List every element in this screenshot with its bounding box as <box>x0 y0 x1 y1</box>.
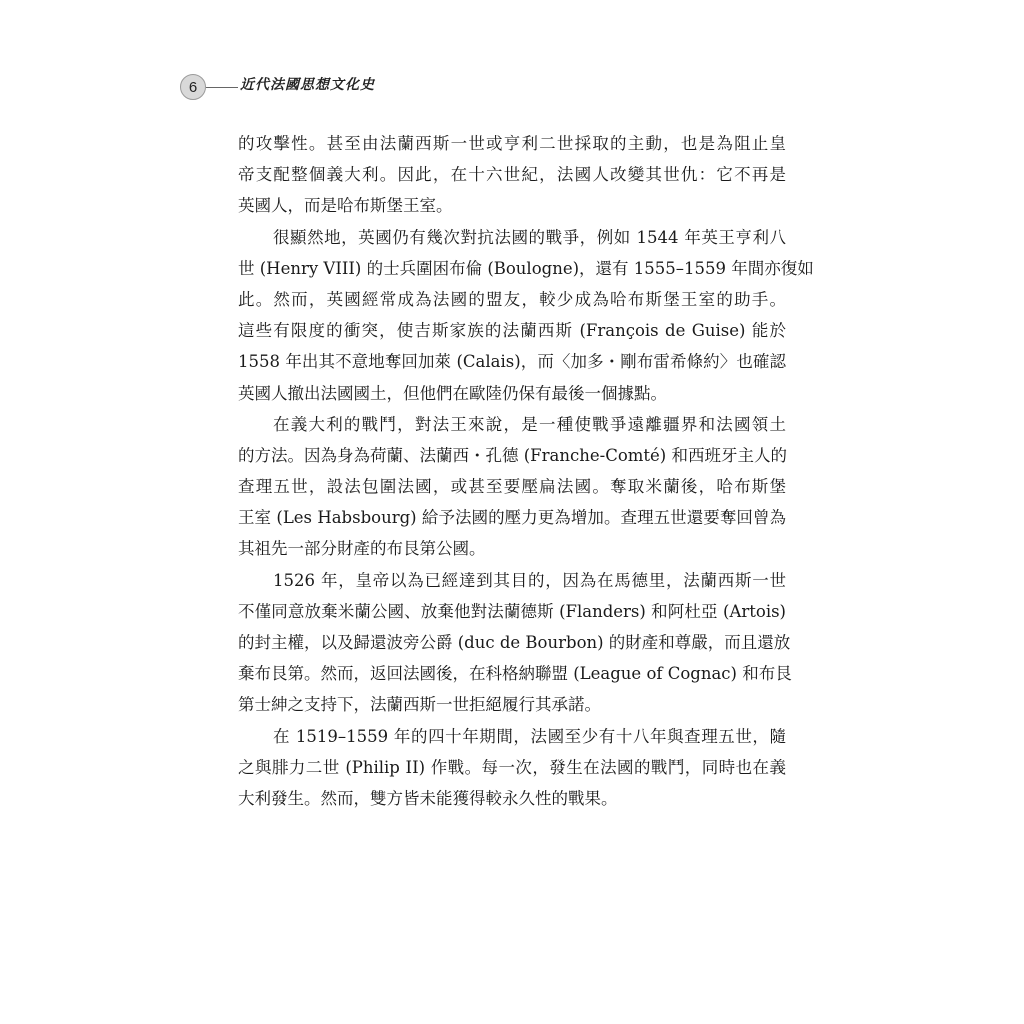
text-line: 在 1519–1559 年的四十年期間，法國至少有十八年與查理五世，隨 <box>273 726 786 746</box>
text-line: 英國人撤出法國國土，但他們在歐陸仍保有最後一個據點。 <box>238 383 667 403</box>
page-number: 6 <box>180 74 206 100</box>
text-line: 1558 年出其不意地奪回加萊 (Calais)，而〈加多・剛布雷希條約〉也確認 <box>238 352 786 372</box>
text-line: 1526 年，皇帝以為已經達到其目的，因為在馬德里，法蘭西斯一世 <box>273 570 786 590</box>
text-line: 大利發生。然而，雙方皆未能獲得較永久性的戰果。 <box>238 788 618 808</box>
text-line: 不僅同意放棄米蘭公國、放棄他對法蘭德斯 (Flanders) 和阿杜亞 (Artois) <box>238 601 786 621</box>
text-line: 很顯然地，英國仍有幾次對抗法國的戰爭，例如 1544 年英王亨利八 <box>273 227 786 247</box>
text-line: 的方法。因為身為荷蘭、法蘭西・孔德 (Franche-Comté) 和西班牙主人的 <box>238 445 787 465</box>
text-line: 帝支配整個義大利。因此，在十六世紀，法國人改變其世仇：它不再是 <box>238 165 786 185</box>
header-rule <box>206 87 238 88</box>
text-line: 世 (Henry VIII) 的士兵圍困布倫 (Boulogne)，還有 1555–1559 年間亦復如 <box>238 258 814 278</box>
text-line: 這些有限度的衝突，使吉斯家族的法蘭西斯 (François de Guise) 能於 <box>238 321 786 341</box>
text-line: 英國人，而是哈布斯堡王室。 <box>238 196 453 216</box>
text-line: 在義大利的戰鬥，對法王來說，是一種使戰爭遠離疆界和法國領土 <box>273 414 786 434</box>
page-header <box>180 72 420 102</box>
text-line: 王室 (Les Habsbourg) 給予法國的壓力更為增加。查理五世還要奪回曾為 <box>238 508 786 528</box>
text-line: 其祖先一部分財產的布艮第公國。 <box>238 539 486 559</box>
text-line: 查理五世，設法包圍法國，或甚至要壓扁法國。奪取米蘭後，哈布斯堡 <box>238 477 786 497</box>
text-line: 的封主權，以及歸還波旁公爵 (duc de Bourbon) 的財產和尊嚴，而且還放 <box>238 633 791 652</box>
text-line: 棄布艮第。然而，返回法國後，在科格納聯盟 (League of Cognac) 和布艮 <box>238 664 792 684</box>
text-line: 此。然而，英國經常成為法國的盟友，較少成為哈布斯堡王室的助手。 <box>238 289 786 309</box>
body-text <box>238 128 814 814</box>
text-line: 之與腓力二世 (Philip II) 作戰。每一次，發生在法國的戰鬥，同時也在義 <box>238 757 786 777</box>
text-line: 第士紳之支持下，法蘭西斯一世拒絕履行其承諾。 <box>238 695 601 715</box>
running-title: 近代法國思想文化史 <box>240 77 375 93</box>
text-line: 的攻擊性。甚至由法蘭西斯一世或亨利二世採取的主動，也是為阻止皇 <box>238 134 786 153</box>
